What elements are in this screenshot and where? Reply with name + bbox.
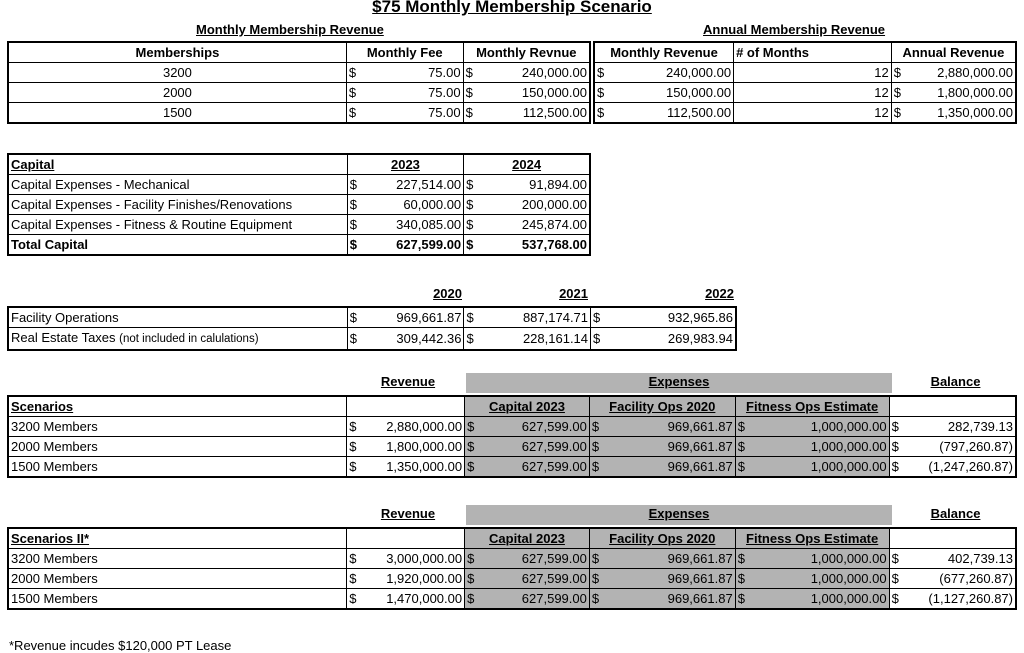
col-capital-2023: Capital 2023	[465, 528, 590, 549]
value: 969,661.87	[667, 591, 733, 606]
currency-symbol: $	[891, 571, 899, 586]
col-fitness-ops-estimate: Fitness Ops Estimate	[735, 396, 889, 417]
months-cell: 12	[734, 63, 892, 83]
table-row	[8, 457, 1016, 478]
revenue-cell	[347, 437, 465, 457]
value: 1,000,000.00	[810, 419, 887, 434]
table-row	[8, 569, 1016, 589]
value: 1,000,000.00	[810, 551, 887, 566]
fitness-cell	[735, 417, 889, 437]
monthly-value: 112,500.00	[666, 105, 732, 120]
row-label: Capital Expenses - Facility Finishes/Renovations	[8, 195, 347, 215]
col-months: # of Months	[734, 42, 892, 63]
annual-value: 1,800,000.00	[937, 85, 1013, 100]
annual-value: 2,880,000.00	[937, 65, 1013, 80]
currency-symbol: $	[737, 551, 745, 566]
currency-symbol: $	[349, 551, 357, 566]
row-label: 2000 Members	[8, 569, 347, 589]
currency-symbol: $	[349, 217, 357, 232]
currency-symbol: $	[466, 310, 474, 325]
value: 1,000,000.00	[810, 591, 887, 606]
value-cell	[347, 307, 464, 328]
table-row	[8, 417, 1016, 437]
table-row	[8, 328, 736, 351]
table-row	[8, 589, 1016, 610]
fitness-cell	[735, 569, 889, 589]
row-label: 1500 Members	[8, 589, 347, 610]
page-title: $75 Monthly Membership Scenario	[372, 0, 652, 16]
empty-cell	[347, 528, 465, 549]
scenarios2-table	[7, 527, 1017, 610]
value: 1,470,000.00	[386, 591, 463, 606]
value: 1,800,000.00	[386, 439, 463, 454]
value: 91,894.00	[529, 177, 587, 192]
row-note: (not included in calulations)	[119, 333, 259, 345]
operations-table	[7, 306, 737, 351]
table-row	[8, 215, 590, 235]
col-monthly-revenue: Monthly Revnue	[463, 42, 590, 63]
currency-symbol: $	[737, 419, 745, 434]
total-cell	[464, 235, 590, 256]
table-row	[594, 63, 1016, 83]
value: 340,085.00	[396, 217, 462, 232]
currency-symbol: $	[597, 85, 605, 100]
scenarios-table	[7, 395, 1017, 478]
currency-symbol: $	[466, 237, 474, 252]
revenue-cell	[347, 549, 465, 569]
currency-symbol: $	[466, 217, 474, 232]
fee-value: 75.00	[428, 105, 461, 120]
currency-symbol: $	[349, 591, 357, 606]
currency-symbol: $	[467, 459, 475, 474]
currency-symbol: $	[467, 571, 475, 586]
annual-revenue-table	[593, 41, 1017, 124]
currency-symbol: $	[737, 459, 745, 474]
currency-symbol: $	[593, 310, 601, 325]
col-fitness-ops-estimate: Fitness Ops Estimate	[735, 528, 889, 549]
capital-cell	[465, 457, 590, 478]
revenue-cell	[347, 417, 465, 437]
total-value: 627,599.00	[396, 237, 462, 252]
col-monthly-fee: Monthly Fee	[346, 42, 463, 63]
currency-symbol: $	[893, 85, 901, 100]
value: 3,000,000.00	[386, 551, 463, 566]
currency-symbol: $	[591, 551, 600, 566]
row-label: 2000 Members	[8, 437, 347, 457]
value: 887,174.71	[522, 310, 589, 325]
revenue-value: 150,000.00	[521, 85, 587, 100]
value: 1,350,000.00	[386, 459, 463, 474]
annual-value: 1,350,000.00	[937, 105, 1013, 120]
balance-cell	[889, 457, 1016, 478]
value: 627,599.00	[521, 571, 587, 586]
scenarios-balance-label: Balance	[930, 374, 981, 389]
col-annual-monthly-revenue: Monthly Revenue	[594, 42, 734, 63]
currency-symbol: $	[465, 105, 473, 120]
value: 200,000.00	[521, 197, 587, 212]
currency-symbol: $	[893, 105, 901, 120]
value: 1,000,000.00	[810, 571, 887, 586]
currency-symbol: $	[891, 419, 899, 434]
scenarios2-balance-label: Balance	[930, 506, 981, 521]
ops-year-2020: 2020	[433, 286, 462, 301]
monthly-revenue-table	[7, 41, 591, 124]
currency-symbol: $	[737, 591, 745, 606]
currency-symbol: $	[737, 571, 745, 586]
fee-cell	[346, 63, 463, 83]
value: 2,880,000.00	[386, 419, 463, 434]
facility-cell	[589, 437, 735, 457]
capital-cell	[465, 569, 590, 589]
capital-cell	[465, 549, 590, 569]
value-cell	[464, 195, 590, 215]
value: 282,739.13	[947, 419, 1013, 434]
capital-heading: Capital	[8, 154, 347, 175]
value: (1,127,260.87)	[928, 591, 1013, 606]
value-cell	[464, 307, 591, 328]
monthly-value: 150,000.00	[665, 85, 732, 100]
revenue-value: 112,500.00	[522, 105, 587, 120]
col-2023: 2023	[347, 154, 463, 175]
fee-cell	[346, 103, 463, 124]
currency-symbol: $	[737, 439, 745, 454]
balance-cell	[889, 589, 1016, 610]
currency-symbol: $	[349, 331, 358, 346]
table-row	[8, 175, 590, 195]
currency-symbol: $	[593, 331, 601, 346]
total-label: Total Capital	[8, 235, 347, 256]
revenue-cell	[463, 83, 590, 103]
scenarios-revenue-label: Revenue	[380, 374, 436, 389]
total-cell	[347, 235, 463, 256]
col-facility-ops-2020: Facility Ops 2020	[589, 396, 735, 417]
table-row	[8, 83, 590, 103]
capital-table	[7, 153, 591, 256]
memberships-cell: 1500	[8, 103, 346, 124]
fitness-cell	[735, 457, 889, 478]
currency-symbol: $	[467, 591, 475, 606]
currency-symbol: $	[349, 571, 357, 586]
memberships-cell: 2000	[8, 83, 346, 103]
facility-cell	[589, 549, 735, 569]
value: 227,514.00	[396, 177, 462, 192]
currency-symbol: $	[349, 310, 358, 325]
currency-symbol: $	[467, 439, 475, 454]
row-label-text: Facility Operations	[11, 310, 119, 325]
row-label: 1500 Members	[8, 457, 347, 478]
value: (1,247,260.87)	[928, 459, 1013, 474]
value-cell	[464, 215, 590, 235]
currency-symbol: $	[591, 591, 600, 606]
col-2024: 2024	[464, 154, 590, 175]
currency-symbol: $	[349, 459, 357, 474]
currency-symbol: $	[349, 237, 357, 252]
table-row	[8, 549, 1016, 569]
ops-year-2021: 2021	[559, 286, 588, 301]
value: (797,260.87)	[939, 439, 1013, 454]
currency-symbol: $	[349, 419, 357, 434]
balance-cell	[889, 569, 1016, 589]
currency-symbol: $	[597, 105, 605, 120]
fee-cell	[346, 83, 463, 103]
currency-symbol: $	[891, 551, 899, 566]
value: (677,260.87)	[939, 571, 1013, 586]
value: 309,442.36	[396, 331, 462, 346]
currency-symbol: $	[465, 85, 473, 100]
row-label-text: Real Estate Taxes	[11, 330, 116, 345]
table-row	[594, 103, 1016, 124]
empty-cell	[347, 396, 465, 417]
table-row	[8, 103, 590, 124]
months-cell: 12	[734, 83, 892, 103]
table-row	[8, 195, 590, 215]
currency-symbol: $	[349, 177, 357, 192]
col-capital-2023: Capital 2023	[465, 396, 590, 417]
table-row	[8, 437, 1016, 457]
value: 969,661.87	[667, 459, 733, 474]
facility-cell	[589, 569, 735, 589]
monthly-value: 240,000.00	[665, 65, 732, 80]
capital-cell	[465, 437, 590, 457]
currency-symbol: $	[466, 177, 474, 192]
fitness-cell	[735, 437, 889, 457]
monthly-revenue-section-label: Monthly Membership Revenue	[196, 22, 384, 37]
currency-symbol: $	[348, 65, 357, 80]
fitness-cell	[735, 589, 889, 610]
currency-symbol: $	[591, 459, 600, 474]
footnote: *Revenue incudes $120,000 PT Lease	[9, 638, 232, 653]
annual-cell	[891, 83, 1016, 103]
row-label: Capital Expenses - Fitness & Routine Equipment	[8, 215, 347, 235]
row-label	[8, 307, 347, 328]
currency-symbol: $	[349, 439, 357, 454]
value: 932,965.86	[667, 310, 733, 325]
value: 269,983.94	[667, 331, 733, 346]
col-memberships: Memberships	[8, 42, 346, 63]
empty-cell	[889, 396, 1016, 417]
currency-symbol: $	[349, 197, 357, 212]
facility-cell	[589, 589, 735, 610]
value: 969,661.87	[396, 310, 462, 325]
annual-cell	[891, 63, 1016, 83]
monthly-cell	[594, 103, 734, 124]
table-row	[8, 307, 736, 328]
value: 228,161.14	[522, 331, 589, 346]
value: 627,599.00	[521, 459, 587, 474]
scenarios2-heading: Scenarios II*	[8, 528, 347, 549]
empty-cell	[889, 528, 1016, 549]
revenue-cell	[347, 589, 465, 610]
balance-cell	[889, 549, 1016, 569]
currency-symbol: $	[591, 571, 600, 586]
row-label: Capital Expenses - Mechanical	[8, 175, 347, 195]
currency-symbol: $	[348, 85, 357, 100]
capital-cell	[465, 589, 590, 610]
value: 969,661.87	[667, 571, 733, 586]
currency-symbol: $	[891, 459, 899, 474]
value: 1,000,000.00	[810, 439, 887, 454]
total-row	[8, 235, 590, 256]
value: 402,739.13	[947, 551, 1013, 566]
value-cell	[347, 215, 463, 235]
revenue-cell	[463, 103, 590, 124]
currency-symbol: $	[466, 197, 474, 212]
scenarios-heading: Scenarios	[8, 396, 347, 417]
value-cell	[347, 175, 463, 195]
currency-symbol: $	[597, 65, 605, 80]
fee-value: 75.00	[428, 65, 461, 80]
value: 245,874.00	[521, 217, 587, 232]
facility-cell	[589, 457, 735, 478]
revenue-cell	[347, 457, 465, 478]
row-label	[8, 328, 347, 351]
currency-symbol: $	[466, 331, 474, 346]
ops-year-2022: 2022	[705, 286, 734, 301]
currency-symbol: $	[465, 65, 473, 80]
balance-cell	[889, 417, 1016, 437]
currency-symbol: $	[591, 439, 600, 454]
value-cell	[464, 328, 591, 351]
currency-symbol: $	[467, 419, 475, 434]
revenue-value: 240,000.00	[521, 65, 587, 80]
annual-cell	[891, 103, 1016, 124]
balance-cell	[889, 437, 1016, 457]
currency-symbol: $	[893, 65, 901, 80]
currency-symbol: $	[467, 551, 475, 566]
row-label: 3200 Members	[8, 549, 347, 569]
facility-cell	[589, 417, 735, 437]
value-cell	[591, 328, 736, 351]
scenarios2-revenue-label: Revenue	[380, 506, 436, 521]
scenarios-expenses-label: Expenses	[648, 374, 710, 389]
revenue-cell	[463, 63, 590, 83]
monthly-cell	[594, 63, 734, 83]
value: 969,661.87	[667, 551, 733, 566]
value: 627,599.00	[521, 591, 587, 606]
value: 627,599.00	[521, 551, 587, 566]
memberships-cell: 3200	[8, 63, 346, 83]
currency-symbol: $	[891, 439, 899, 454]
value-cell	[464, 175, 590, 195]
value: 627,599.00	[521, 439, 587, 454]
value: 60,000.00	[403, 197, 462, 212]
fitness-cell	[735, 549, 889, 569]
value-cell	[591, 307, 736, 328]
months-cell: 12	[734, 103, 892, 124]
annual-revenue-section-label: Annual Membership Revenue	[703, 22, 886, 37]
table-row	[8, 63, 590, 83]
scenarios2-expenses-label: Expenses	[648, 506, 710, 521]
monthly-cell	[594, 83, 734, 103]
currency-symbol: $	[591, 419, 600, 434]
total-value: 537,768.00	[521, 237, 587, 252]
value: 1,920,000.00	[386, 571, 463, 586]
value: 627,599.00	[521, 419, 587, 434]
row-label: 3200 Members	[8, 417, 347, 437]
currency-symbol: $	[891, 591, 899, 606]
value: 1,000,000.00	[810, 459, 887, 474]
value-cell	[347, 195, 463, 215]
table-row	[594, 83, 1016, 103]
value-cell	[347, 328, 464, 351]
currency-symbol: $	[348, 105, 357, 120]
revenue-cell	[347, 569, 465, 589]
col-facility-ops-2020: Facility Ops 2020	[589, 528, 735, 549]
value: 969,661.87	[667, 439, 733, 454]
value: 969,661.87	[667, 419, 733, 434]
fee-value: 75.00	[428, 85, 461, 100]
capital-cell	[465, 417, 590, 437]
col-annual-revenue: Annual Revenue	[891, 42, 1016, 63]
